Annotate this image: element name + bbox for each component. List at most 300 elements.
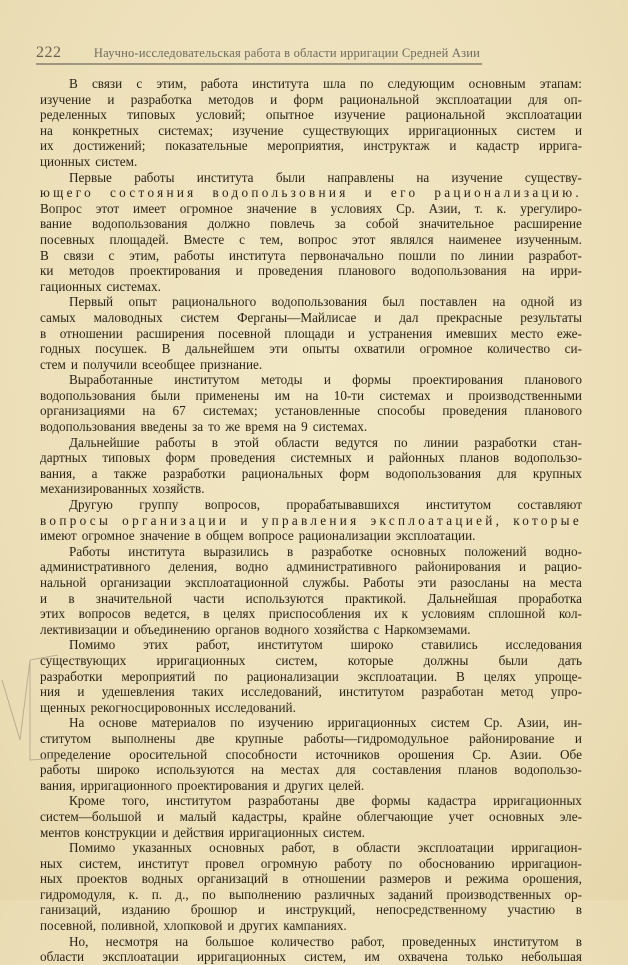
word: и [227, 918, 235, 934]
word: еже- [556, 325, 582, 341]
word: рациональной [339, 91, 420, 107]
word: проектов [76, 871, 128, 887]
word: посевной [217, 325, 271, 341]
word: сплошной [488, 606, 546, 622]
word: разработ- [528, 247, 582, 263]
word: поставлен [419, 294, 478, 310]
word: планов [458, 762, 498, 778]
word: то [208, 419, 221, 435]
word: на [521, 263, 535, 279]
word: службы. [302, 575, 350, 590]
word: выполнены [111, 730, 176, 746]
word: крупные [235, 730, 284, 746]
word: Первый [69, 294, 114, 310]
word: ния [40, 684, 61, 700]
word: ирригационного [80, 777, 173, 793]
word: по [202, 886, 216, 902]
word: работ, [196, 637, 230, 653]
word: условиям [421, 606, 475, 622]
word: способы [377, 403, 426, 419]
word: эксплоатации [435, 91, 512, 107]
word: огромное [179, 200, 233, 216]
word: способности [225, 746, 298, 762]
word: и [40, 590, 48, 606]
word: основным [468, 76, 526, 91]
word: указанных [132, 840, 192, 856]
word: собой [365, 216, 399, 232]
word: количество [270, 933, 334, 949]
word: упро- [550, 684, 582, 700]
word: этот [95, 200, 120, 216]
word: Ср. [472, 746, 492, 762]
word: си- [564, 341, 582, 357]
word: прорабатывавшихся [286, 497, 400, 513]
word: состояния [110, 185, 197, 201]
word: Помимо [69, 637, 116, 653]
word: эксплоатации. [357, 668, 438, 684]
paragraph-first-line [40, 934, 582, 950]
word: лективизации [40, 621, 118, 637]
word: инструктаж [363, 138, 430, 154]
text-line [40, 513, 582, 529]
word: Вопрос [40, 200, 82, 216]
word: две [335, 793, 355, 809]
word: водопользования [385, 465, 482, 481]
word: рационального [172, 294, 257, 310]
word: рациональных [241, 465, 324, 481]
word: водопользо- [514, 762, 582, 778]
paragraph-first-line [40, 170, 582, 186]
word: посевных [40, 231, 95, 247]
word: а [91, 465, 98, 481]
paragraph-first-line [40, 840, 582, 856]
word: выполнению [229, 886, 302, 902]
word: систем [430, 715, 470, 731]
word: достижений; [73, 138, 146, 154]
word: форм [293, 91, 324, 107]
word: систем. [95, 153, 138, 169]
word: разработке [311, 543, 373, 559]
word: водопользования [40, 387, 136, 403]
word: введены [140, 419, 188, 435]
word: по [359, 76, 374, 91]
word: институт [137, 855, 189, 871]
word: водного [264, 621, 309, 637]
word: повлечь [270, 216, 315, 232]
word: на [283, 419, 297, 435]
word: ин- [563, 715, 582, 731]
text-line [40, 232, 582, 248]
word: института [228, 247, 286, 263]
word: в [575, 933, 582, 949]
word: вопросы [40, 512, 112, 528]
word: ирригационных [327, 715, 417, 731]
word: исследований, [241, 684, 322, 700]
word: ных [40, 855, 63, 871]
word: провел [205, 855, 245, 871]
word: организации [100, 575, 172, 590]
text-line [40, 559, 582, 575]
text-line [40, 887, 582, 903]
word: водно [235, 559, 269, 575]
word: показательные [165, 138, 248, 154]
word: опытное [265, 107, 314, 123]
word: изучению [258, 715, 314, 731]
word: Ср. [396, 200, 415, 216]
word: используются [245, 590, 324, 606]
word: отношении [59, 325, 123, 341]
word: устранения [368, 325, 433, 341]
word: и [366, 450, 374, 466]
word: существу- [524, 169, 582, 185]
word: систем, [304, 949, 347, 965]
word: посушек. [95, 341, 148, 357]
word: основных [489, 808, 545, 824]
word: планового [524, 372, 582, 388]
word: в [40, 325, 47, 341]
word: эксплоатации [102, 949, 179, 965]
word: Помимо [69, 840, 116, 856]
word: в [282, 871, 289, 887]
word: ирригационных [229, 824, 318, 840]
word: за [334, 216, 346, 232]
word: разработан [421, 684, 484, 700]
word: отношении [302, 871, 366, 887]
word: ных [40, 871, 63, 887]
word: административного [286, 559, 397, 575]
word: систем [516, 122, 556, 138]
word: существующих [40, 652, 127, 668]
word: организаций [197, 871, 269, 887]
word: целях [223, 606, 256, 622]
word: эксплоатационной [184, 575, 289, 590]
word: механизированных [40, 481, 148, 497]
word: инструкций, [285, 902, 356, 918]
text-line [40, 357, 582, 373]
word: источников [315, 746, 380, 762]
word: и [240, 512, 251, 528]
paragraph-first-line [40, 715, 582, 731]
word: и [107, 91, 115, 107]
word: форм [165, 450, 196, 466]
word: место [510, 325, 544, 341]
word: этой [233, 434, 259, 450]
word: проектирования [129, 263, 221, 279]
word: по [388, 855, 403, 871]
word: и [161, 824, 169, 840]
word: проведения [442, 403, 508, 419]
word: районных [388, 450, 445, 466]
word: работы—гидромодульное [303, 730, 449, 746]
word: составляют [517, 497, 582, 513]
word: ведутся [334, 434, 378, 450]
word: на [142, 403, 156, 419]
word: водопользования [271, 294, 368, 310]
text-line [40, 918, 582, 934]
word: системах; [202, 403, 258, 419]
word: эксплоатации [417, 840, 494, 856]
text-line [40, 216, 582, 232]
word: одной [520, 294, 555, 310]
word: и [270, 91, 278, 107]
word: действия [173, 824, 225, 840]
word: Ср. [483, 715, 503, 731]
word: Ферганы—Майлисае [237, 309, 357, 325]
word: стем [40, 356, 66, 372]
word: типовых [127, 107, 176, 123]
word: изученным. [516, 231, 582, 247]
word: общем [205, 528, 244, 544]
word: институтом [257, 637, 323, 653]
word: гидромодуля, [40, 886, 116, 902]
word: поливной, [101, 918, 159, 934]
word: имевших [445, 325, 498, 341]
word: ирри- [550, 263, 582, 279]
word: должны [423, 652, 469, 668]
word: положений [464, 543, 527, 559]
word: д., [175, 886, 189, 902]
word: планов [459, 450, 500, 466]
text-line [40, 154, 582, 170]
word: малый [179, 808, 217, 824]
word: расширения [136, 325, 205, 341]
word: учет [448, 808, 474, 824]
text-line [40, 92, 582, 108]
word: режима [465, 871, 509, 887]
header-rule [36, 63, 482, 65]
word: методов [208, 91, 254, 107]
word: систем, [275, 652, 318, 668]
word: облегчающие [356, 808, 434, 824]
word: тем, [259, 231, 284, 247]
word: ведется, [144, 606, 190, 622]
word: результаты [520, 309, 582, 325]
word: условиях [330, 200, 383, 216]
word: получили [82, 356, 137, 372]
word: широко [96, 762, 140, 778]
text-line [40, 138, 582, 154]
word: На [69, 715, 85, 731]
text-line [40, 248, 582, 264]
word: и [347, 325, 355, 341]
word: разработки [40, 668, 103, 684]
word: вопросе [248, 528, 294, 544]
word: шла [323, 76, 346, 91]
text-line [40, 481, 582, 497]
word: по [393, 434, 408, 450]
word: целях [483, 668, 516, 684]
word: 67 [172, 403, 186, 419]
word: формы [371, 793, 411, 809]
word: хлопковой [163, 918, 223, 934]
word: водопользования [91, 216, 188, 232]
word: эксплоатации [505, 107, 582, 123]
word: оросительной [129, 746, 208, 762]
running-title: Научно-исследовательская работа в области ирригации Средней Азии [93, 46, 480, 60]
word: дать [557, 652, 582, 668]
word: брошюр [190, 902, 238, 918]
word: охвачена [398, 949, 448, 965]
text-line [40, 902, 582, 918]
word: для [528, 91, 548, 107]
word: изучение [40, 91, 92, 107]
word: для [497, 465, 517, 481]
word: на [522, 575, 536, 590]
word: работу [334, 855, 372, 871]
word: широко [350, 637, 394, 653]
word: же [225, 419, 241, 435]
word: разработка [130, 91, 192, 107]
word: В [69, 76, 78, 91]
word: конкретных [72, 122, 139, 138]
word: значительное [418, 216, 494, 232]
word: охватили [354, 341, 405, 357]
word: две [195, 730, 215, 746]
word: других [284, 777, 324, 793]
text-line [40, 107, 582, 123]
word: с [136, 76, 143, 91]
text-line [40, 591, 582, 607]
word: и [445, 387, 454, 403]
text-line [40, 279, 582, 295]
word: методов [68, 263, 115, 279]
word: прекрасные [436, 309, 503, 325]
word: и [257, 902, 265, 918]
word: систем [180, 309, 220, 325]
word: В [456, 668, 465, 684]
word: проектирования [412, 372, 504, 388]
word: проектирования [177, 777, 268, 793]
word: водных [141, 871, 184, 887]
text-line [40, 871, 582, 887]
word: эле- [559, 808, 582, 824]
word: в [68, 590, 75, 606]
word: по [450, 247, 465, 263]
word: этих [40, 606, 66, 622]
paragraph-first-line [40, 372, 582, 388]
word: кадастры, [231, 808, 287, 824]
word: этим, [156, 76, 187, 91]
word: эти [269, 341, 288, 357]
word: Дальнейшие [69, 434, 140, 450]
text-line [40, 778, 582, 794]
word: оп- [563, 91, 582, 107]
word: и [519, 559, 527, 575]
text-line [40, 731, 582, 747]
word: являлся [390, 231, 434, 247]
word: ганизаций, [40, 902, 101, 918]
word: формы [352, 372, 392, 388]
word: и [77, 684, 85, 700]
word: и [235, 263, 243, 279]
word: и [364, 185, 375, 201]
word: институтом [174, 372, 240, 388]
word: кадастр [476, 138, 520, 154]
word: для [336, 762, 356, 778]
word: части [193, 590, 225, 606]
word: следующим [387, 76, 455, 91]
word: ститутом [40, 730, 92, 746]
text-line [40, 575, 582, 591]
text-line [40, 310, 582, 326]
word: конструкции [84, 824, 157, 840]
word: составления [372, 762, 442, 778]
text-line [40, 185, 582, 201]
word: и [444, 871, 452, 887]
word: института [196, 169, 254, 185]
word: небольшая [521, 949, 582, 965]
word: проведения [258, 263, 323, 279]
word: районирование [469, 730, 555, 746]
word: целей. [328, 777, 365, 793]
word: вания, [40, 777, 76, 793]
word: имеет [133, 200, 166, 216]
word: и [374, 309, 382, 325]
word: используются [156, 762, 235, 778]
text-line [40, 388, 582, 404]
word: в [286, 543, 294, 559]
word: этим, [129, 247, 160, 263]
word: изучение [451, 169, 503, 185]
word: маловодных [93, 309, 163, 325]
word: существующих [302, 122, 390, 138]
word: дартных [40, 450, 88, 466]
word: вопрос [297, 231, 338, 247]
word: были [498, 652, 528, 668]
word: были [150, 387, 181, 403]
word: систем, [79, 855, 122, 871]
word: годных [40, 341, 81, 357]
text-line [40, 466, 582, 482]
word: их [40, 138, 54, 154]
word: посевной, [40, 918, 97, 934]
text-line [40, 684, 582, 700]
word: значительной [95, 590, 172, 606]
word: крайне [302, 808, 342, 824]
text-line [40, 949, 582, 965]
word: ющего [40, 185, 95, 201]
word: систем—большой [40, 808, 142, 824]
word: и [272, 777, 280, 793]
word: и [323, 372, 331, 388]
word: исследования [505, 637, 582, 653]
paragraph-first-line [40, 294, 582, 310]
word: института [128, 543, 186, 559]
word: к [401, 606, 408, 622]
word: огромную [260, 855, 318, 871]
word: из [569, 294, 582, 310]
word: хозяйств. [152, 481, 205, 497]
word: к. [496, 200, 507, 216]
word: площадей. [109, 231, 169, 247]
word: огромное [81, 528, 135, 544]
word: водопользовния [212, 185, 349, 201]
text-line [40, 403, 582, 419]
word: области [356, 840, 401, 856]
text-line [40, 123, 582, 139]
word: определение [40, 746, 111, 762]
word: ирригационных [196, 949, 286, 965]
word: на [40, 122, 53, 138]
word: Азии. [509, 746, 542, 762]
word: ор- [564, 886, 582, 902]
word: первоначально [300, 247, 384, 263]
word: водно- [544, 543, 582, 559]
word: работы [40, 762, 81, 778]
word: вопросов [78, 606, 131, 622]
word: заданий [388, 886, 433, 902]
word: водопользо- [514, 450, 582, 466]
